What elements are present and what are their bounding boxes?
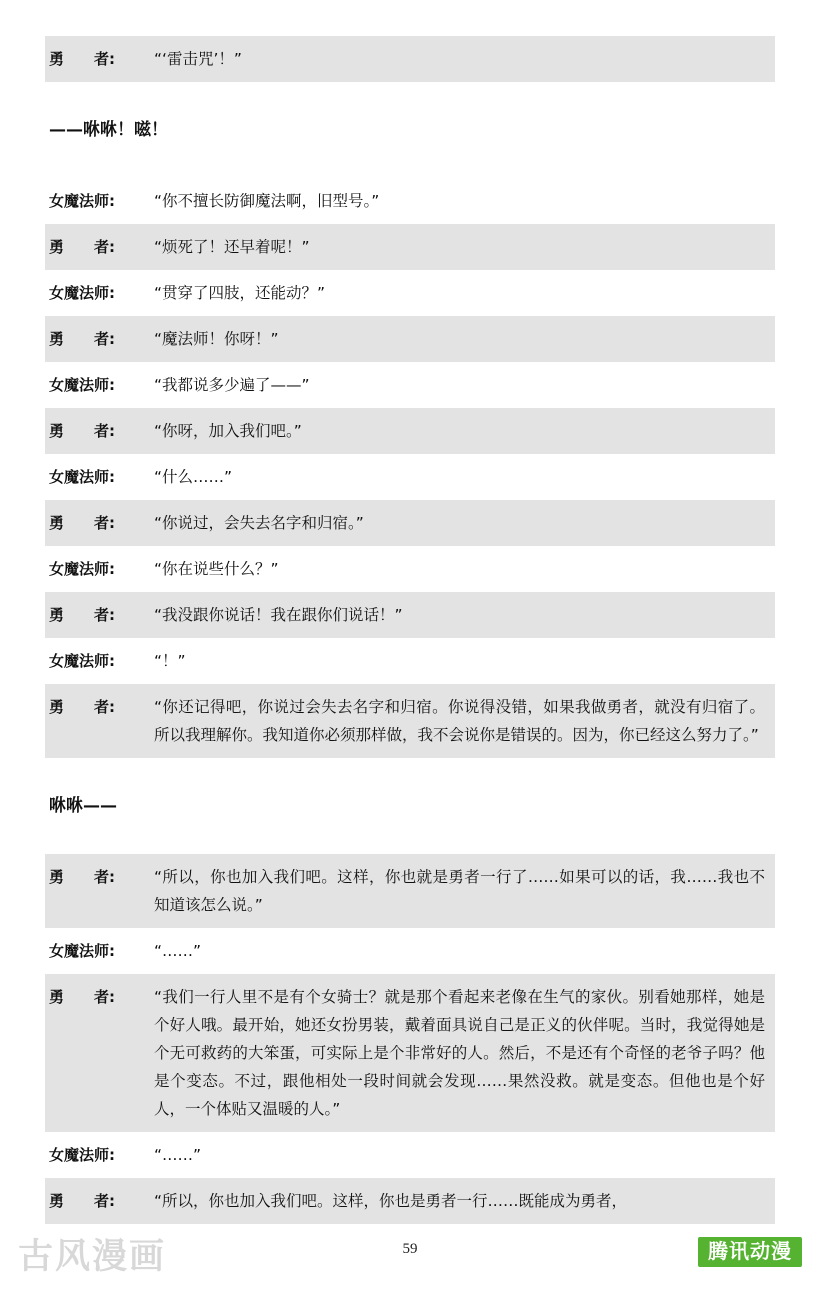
sound-effect-line: 咻咻—— xyxy=(49,796,117,816)
dialogue-text xyxy=(154,371,765,399)
speaker-label: 勇 者: xyxy=(49,238,115,256)
speaker-label: 女魔法师: xyxy=(49,1146,115,1164)
dialogue-paragraph: “‘雷击咒’！” xyxy=(154,50,242,68)
speaker-label: 女魔法师: xyxy=(49,560,115,578)
dialogue-text xyxy=(154,463,765,491)
dialogue-paragraph: “我们一行人里不是有个女骑士？就是那个看起来老像在生气的家伙。别看她那样，她是个好人哦。最开始，她还女扮男装，戴着面具说自己是正义的伙伴呢。当时，我觉得她是个无可救药的大笨蛋，可实际上是个非常好的人。然后，不是还有个奇怪的老爷子吗？他是个变态。不过，跟他相处一段时间就会发现……果然没救。就是变态。但他也是个好人，一个体贴又温暖的人。” xyxy=(154,988,765,1118)
speaker-label: 勇 者: xyxy=(49,988,115,1006)
dialogue-row xyxy=(45,408,775,454)
dialogue-text xyxy=(154,863,765,919)
dialogue-row xyxy=(45,1132,775,1178)
dialogue-text xyxy=(154,693,765,749)
speaker-label: 女魔法师: xyxy=(49,376,115,394)
dialogue-row xyxy=(45,362,775,408)
speaker-label: 女魔法师: xyxy=(49,652,115,670)
speaker-label: 女魔法师: xyxy=(49,192,115,210)
dialogue-text xyxy=(154,1141,765,1169)
dialogue-paragraph: “贯穿了四肢，还能动？” xyxy=(154,284,326,302)
speaker-label: 勇 者: xyxy=(49,606,115,624)
speaker-label: 勇 者: xyxy=(49,422,115,440)
dialogue-row xyxy=(45,854,775,928)
speaker-label: 勇 者: xyxy=(49,514,115,532)
spacer xyxy=(45,820,775,854)
dialogue-paragraph: “什么……” xyxy=(154,468,233,486)
dialogue-paragraph: “你不擅长防御魔法啊，旧型号。” xyxy=(154,192,380,210)
dialogue-paragraph: “你说过，会失去名字和归宿。” xyxy=(154,514,364,532)
spacer xyxy=(45,758,775,792)
dialogue-paragraph: “……” xyxy=(154,1146,202,1164)
dialogue-row xyxy=(45,178,775,224)
dialogue-text xyxy=(154,45,765,73)
dialogue-paragraph: “所以，你也加入我们吧。这样，你也是勇者一行……既能成为勇者， xyxy=(154,1192,628,1210)
dialogue-row xyxy=(45,684,775,758)
dialogue-row xyxy=(45,316,775,362)
dialogue-text xyxy=(154,279,765,307)
sound-effect-line: ——咻咻！嗞！ xyxy=(49,120,168,140)
page-content xyxy=(45,36,775,1224)
dialogue-paragraph: “……” xyxy=(154,942,202,960)
dialogue-paragraph: “烦死了！还早着呢！” xyxy=(154,238,310,256)
dialogue-paragraph: “所以，你也加入我们吧。这样，你也就是勇者一行了……如果可以的话，我……我也不知道该怎么说。” xyxy=(154,868,765,914)
dialogue-paragraph: “你还记得吧，你说过会失去名字和归宿。你说得没错，如果我做勇者，就没有归宿了。所以我理解你。我知道你必须那样做，我不会说你是错误的。因为，你已经这么努力了。” xyxy=(154,698,765,744)
watermark-left: 古风漫画 xyxy=(18,1237,167,1277)
speaker-label: 勇 者: xyxy=(49,698,115,716)
dialogue-row xyxy=(45,546,775,592)
dialogue-row xyxy=(45,592,775,638)
dialogue-row xyxy=(45,500,775,546)
dialogue-text xyxy=(154,233,765,261)
dialogue-text xyxy=(154,983,765,1123)
dialogue-row xyxy=(45,638,775,684)
speaker-label: 勇 者: xyxy=(49,50,115,68)
dialogue-paragraph: “我都说多少遍了——” xyxy=(154,376,310,394)
dialogue-paragraph: “！” xyxy=(154,652,186,670)
page-number: 59 xyxy=(402,1241,418,1257)
speaker-label: 勇 者: xyxy=(49,1192,115,1210)
dialogue-row xyxy=(45,224,775,270)
dialogue-row xyxy=(45,454,775,500)
dialogue-row xyxy=(45,974,775,1132)
dialogue-paragraph: “魔法师！你呀！” xyxy=(154,330,279,348)
dialogue-text xyxy=(154,509,765,537)
speaker-label: 女魔法师: xyxy=(49,942,115,960)
spacer xyxy=(45,144,775,178)
dialogue-text xyxy=(154,937,765,965)
speaker-label: 勇 者: xyxy=(49,330,115,348)
speaker-label: 勇 者: xyxy=(49,868,115,886)
dialogue-text xyxy=(154,325,765,353)
speaker-label: 女魔法师: xyxy=(49,468,115,486)
dialogue-paragraph: “你在说些什么？” xyxy=(154,560,279,578)
dialogue-text xyxy=(154,187,765,215)
dialogue-text xyxy=(154,555,765,583)
dialogue-text xyxy=(154,1187,765,1215)
dialogue-paragraph: “你呀，加入我们吧。” xyxy=(154,422,302,440)
dialogue-row xyxy=(45,270,775,316)
dialogue-paragraph: “我没跟你说话！我在跟你们说话！” xyxy=(154,606,403,624)
watermark-right: 腾讯动漫 xyxy=(698,1237,802,1267)
speaker-label: 女魔法师: xyxy=(49,284,115,302)
dialogue-text xyxy=(154,647,765,675)
dialogue-row xyxy=(45,928,775,974)
dialogue-text xyxy=(154,417,765,445)
dialogue-text xyxy=(154,601,765,629)
spacer xyxy=(45,82,775,116)
dialogue-row xyxy=(45,36,775,82)
dialogue-row xyxy=(45,1178,775,1224)
